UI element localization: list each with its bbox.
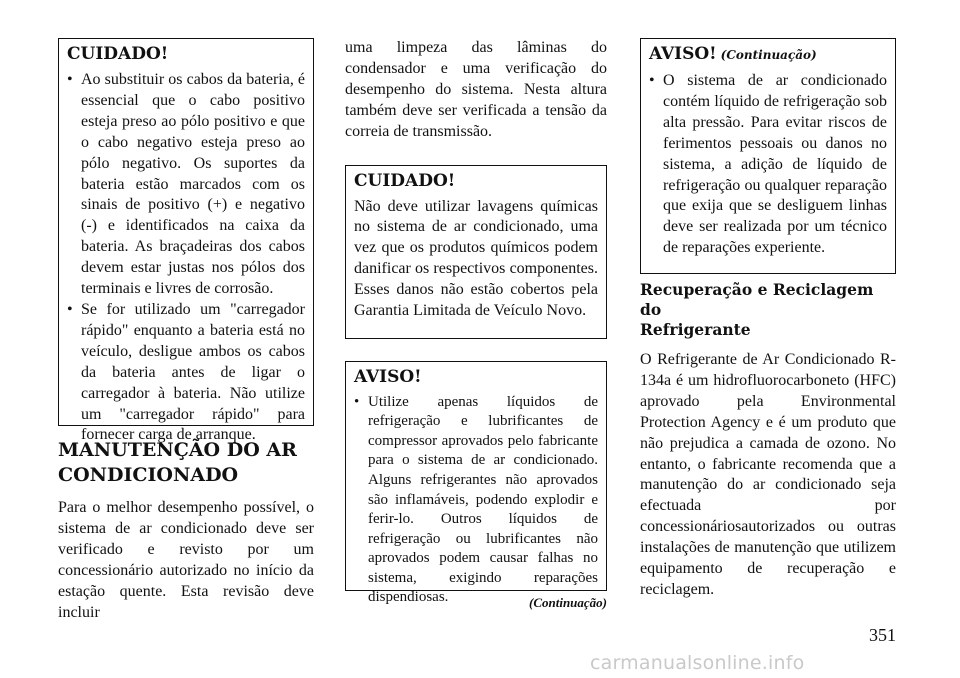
warning-title: AVISO!: [354, 366, 422, 387]
caution-box-battery: [58, 38, 314, 444]
subsection-title: [640, 280, 896, 340]
continued-label: (Continuação): [528, 594, 607, 610]
caution-bullet-list: [67, 70, 305, 446]
subsection-title-line-2: Refrigerante: [640, 320, 751, 339]
maintenance-paragraph-cont: uma limpeza das lâminas do condensador e uma verificação do desempenho do sistema. Nesta altura também deve ser verificada a tensão da correia de transmissão.: [345, 39, 607, 140]
middle-column: [345, 38, 607, 611]
caution-box-chemicals: [345, 165, 607, 339]
warning-cont-bullet-list: [649, 71, 887, 259]
right-column: [640, 38, 896, 601]
caution-title: CUIDADO!: [67, 44, 169, 64]
watermark-text: carmanualsonline.info: [590, 652, 805, 674]
section-title-line-2: CONDICIONADO: [58, 464, 239, 486]
warning-box-continued: [640, 38, 896, 274]
warning-bullet-list: [354, 393, 598, 609]
caution-text-2: Não deve utilizar lavagens químicas no sistema de ar condicionado, uma vez que os produtos químicos podem danificar os respectivos componentes. Esses danos não estão cobertos pela Garantia Limitada de Veículo Novo.: [354, 197, 598, 320]
warning-cont-bullet-1: • O sistema de ar condicionado contém líquido de refrigeração sob alta pressão. Para evitar riscos de ferimentos pessoais ou danos no sistema, a adição de líquido de refrigeração ou qualquer reparação que exija que se desliguem linhas deve ser realizada por um técnico de reparações experiente.: [649, 71, 887, 259]
warning-title-cont: [649, 44, 887, 65]
subsection-title-line-1: Recuperação e Reciclagem do: [640, 280, 874, 319]
page-number: 351: [869, 625, 896, 645]
left-column: [58, 38, 314, 623]
warning-cont-label: (Continuação): [720, 48, 817, 62]
maintenance-paragraph: Para o melhor desempenho possível, o sistema de ar condicionado deve ser verificado e revisto por um concessionário autorizado no início da estação quente. Esta revisão deve incluir: [58, 499, 314, 621]
warning-bullet-1: • Utilize apenas líquidos de refrigeração e lubrificantes de compressor aprovados pelo fabricante para o sistema de ar condicionado. Alguns refrigerantes não aprovados são inflamáveis, podendo explodir e ferir-lo. Outros líquidos de refrigeração ou lubrificantes não aprovados podem causar falhas no sistema, exigindo reparações dispendiosas.: [354, 393, 598, 609]
warning-title-text: AVISO!: [649, 44, 717, 64]
refrigerant-paragraph: O Refrigerante de Ar Condicionado R-134a é um hidrofluorocarboneto (HFC) aprovado pela Environmental Protection Agency e é um produto que não prejudica a camada de ozono. No entanto, o fabricante recomenda que a manutenção do ar condicionado seja efectuada por concessionáriosautorizados ou outras instalações de manutenção que utilizem equipamento de recuperação e reciclagem.: [640, 351, 896, 598]
caution-bullet-2: • Se for utilizado um "carregador rápido" enquanto a bateria está no veículo, desligue ambos os cabos da bateria antes de ligar o carregador à bateria. Não utilize um "carregador rápido" para fornecer carga de arranque.: [67, 300, 305, 446]
caution-bullet-1: • Ao substituir os cabos da bateria, é essencial que o cabo positivo esteja preso ao pólo positivo e que o cabo negativo esteja preso ao pólo negativo. Os suportes da bateria estão marcados com os sinais de positivo (+) e negativo (-) e identificados na caixa da bateria. As braçadeiras dos cabos devem estar justas nos pólos dos terminais e livres de corrosão.: [67, 70, 305, 300]
caution-title-2: CUIDADO!: [354, 170, 456, 191]
section-title-line-1: MANUTENÇÃO DO AR: [58, 439, 297, 461]
